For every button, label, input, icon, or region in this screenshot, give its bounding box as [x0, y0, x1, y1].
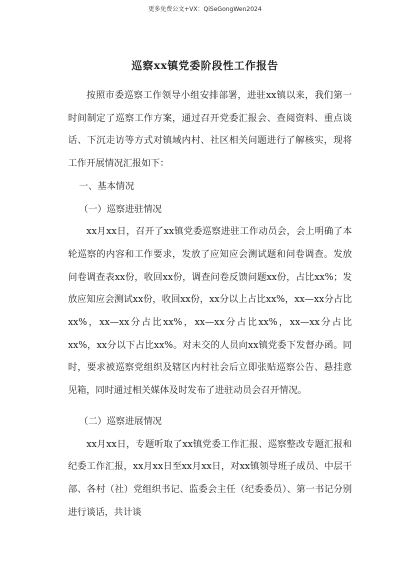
- body-paragraph: xx月xx日，召开了xx镇党委巡察进驻工作动员会，会上明确了本轮巡察的内容和工作要求，发放了应知应会测试题和问卷调查。发放问卷调查表xx份，收回xx份，调查问卷反馈问题xx份，占比xx%；发放应知应会测试xx份，收回xx份，xx分以上占比xx%，xx—xx分占比xx%，xx—xx分占比xx%，xx—xx分占比xx%，xx—xx分占比xx%，xx分以下占比xx%。对未交的人员向xx镇党委下发督办函。同时，要求被巡察党组织及辖区内村社会后立即张贴巡察公告、悬挂意见箱，同时通过相关媒体及时发布了进驻动员会召开情况。: [68, 226, 352, 397]
- intro-paragraph: 按照市委巡察工作领导小组安排部署，进驻xx镇以来，我们第一时间制定了巡察工作方案，通过召开党委汇报会、查阅资料、重点谈话、下沉走访等方式对镇域内村、社区相关问题进行了解核实，现将工作开展情况汇报如下：: [68, 90, 352, 170]
- page-header: 更多免费公文+VX：QiSeGongWen2024: [148, 6, 262, 13]
- body-paragraph: xx月xx日，专题听取了xx镇党委工作汇报、巡察整改专题汇报和纪委工作汇报，xx月xx日至xx月xx日，对xx镇领导班子成员、中层干部、各村（社）党组织书记、监委会主任（纪委委员）、第一书记分别进行谈话，共计谈: [68, 438, 352, 518]
- section-heading: 一、基本情况: [79, 180, 135, 192]
- subsection-heading: （一）巡察进驻情况: [79, 203, 162, 215]
- document-title: 巡察xx镇党委阶段性工作报告: [131, 60, 279, 72]
- subsection-heading: （二）巡察进展情况: [79, 415, 162, 427]
- document-body: [68, 85, 352, 524]
